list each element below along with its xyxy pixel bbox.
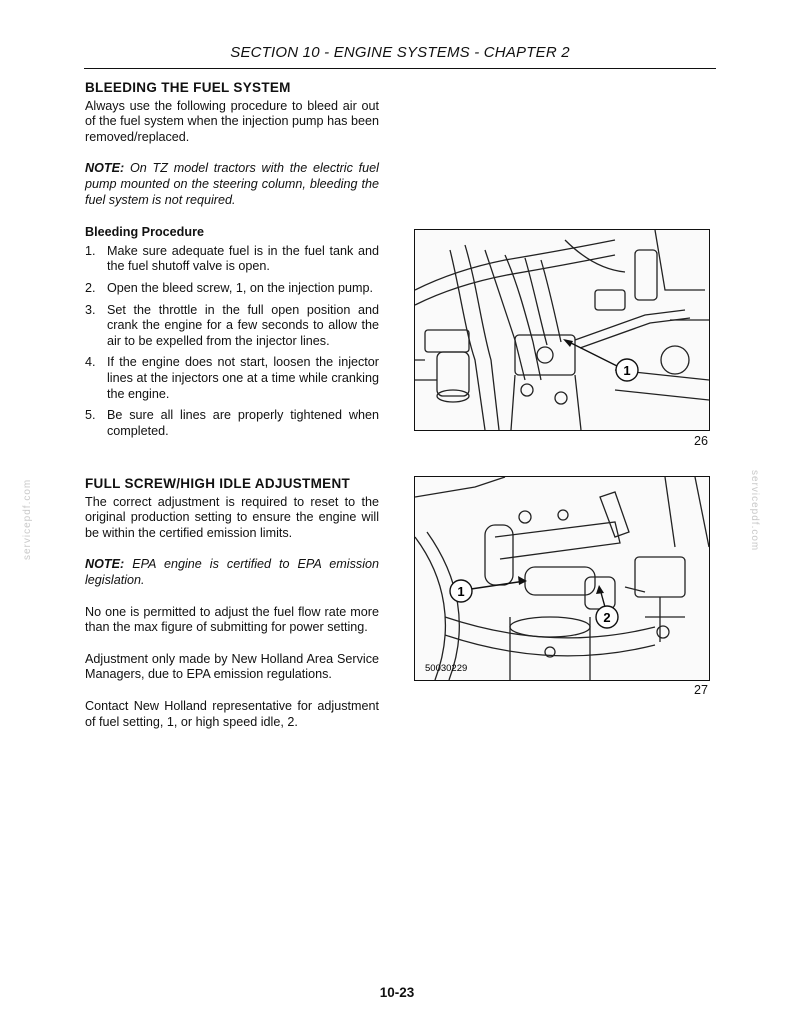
bleeding-note xyxy=(85,161,379,208)
step-number: 4. xyxy=(85,355,96,370)
step-text: Make sure adequate fuel is in the fuel tank and the fuel shutoff valve is open. xyxy=(107,243,379,274)
header-rule xyxy=(84,68,716,69)
injection-pump-illustration xyxy=(415,230,709,430)
watermark-right: servicepdf.com xyxy=(749,470,760,552)
full-screw-para-2: Adjustment only made by New Holland Area Service Managers, due to EPA emission regulations. xyxy=(85,651,379,682)
list-item xyxy=(85,244,379,275)
callout-1-leader xyxy=(471,581,525,589)
full-screw-note xyxy=(85,557,379,588)
list-item xyxy=(85,408,379,439)
full-screw-section xyxy=(85,476,379,730)
figure-code: 50030229 xyxy=(425,663,468,674)
step-text: Be sure all lines are properly tightened when completed. xyxy=(107,408,379,438)
note-text: On TZ model tractors with the electric fuel pump mounted on the steering column, bleeding the fuel system is not required. xyxy=(85,161,379,207)
step-number: 1. xyxy=(85,243,96,258)
section-header: SECTION 10 - ENGINE SYSTEMS - CHAPTER 2 xyxy=(230,44,570,61)
callout-2-label: 2 xyxy=(603,610,611,625)
note-text: EPA engine is certified to EPA emission legislation. xyxy=(85,557,379,587)
full-screw-illustration xyxy=(415,477,709,680)
full-screw-intro: The correct adjustment is required to reset to the original production setting to ensure the engine will be within the certified emission limits. xyxy=(85,494,379,540)
step-text: Open the bleed screw, 1, on the injection pump. xyxy=(107,280,374,295)
bleeding-intro: Always use the following procedure to bleed air out of the fuel system when the injection pump has been removed/replaced. xyxy=(85,98,379,144)
bleeding-heading: BLEEDING THE FUEL SYSTEM xyxy=(85,80,291,95)
list-item xyxy=(85,281,379,297)
callout-1-label: 1 xyxy=(457,584,465,599)
callout-1-label: 1 xyxy=(623,363,631,378)
step-text: Set the throttle in the full open position and crank the engine for a few seconds to allow the air to be expelled from the injector lines. xyxy=(107,302,379,348)
step-number: 3. xyxy=(85,302,96,317)
note-label: NOTE: xyxy=(85,161,125,176)
full-screw-para-3: Contact New Holland representative for adjustment of fuel setting, 1, or high speed idle, 2. xyxy=(85,698,379,729)
list-item xyxy=(85,355,379,402)
watermark-left: servicepdf.com xyxy=(22,478,33,560)
full-screw-para-1: No one is permitted to adjust the fuel flow rate more than the max figure of submitting for power setting. xyxy=(85,604,379,635)
bleeding-section xyxy=(85,80,379,445)
figure-26-injection-pump xyxy=(414,229,710,431)
figure-26-number: 26 xyxy=(694,434,709,448)
step-text: If the engine does not start, loosen the injector lines at the injectors one at a time while cranking the engine. xyxy=(107,355,379,401)
list-item xyxy=(85,303,379,350)
step-number: 2. xyxy=(85,280,96,295)
procedure-heading: Bleeding Procedure xyxy=(85,225,204,240)
page-number: 10-23 xyxy=(379,985,415,1000)
full-screw-heading: FULL SCREW/HIGH IDLE ADJUSTMENT xyxy=(85,476,351,491)
figure-27-full-screw xyxy=(414,476,710,681)
note-label: NOTE: xyxy=(85,557,125,572)
step-number: 5. xyxy=(85,408,96,423)
procedure-steps xyxy=(85,244,379,440)
figure-27-number: 27 xyxy=(694,683,709,697)
